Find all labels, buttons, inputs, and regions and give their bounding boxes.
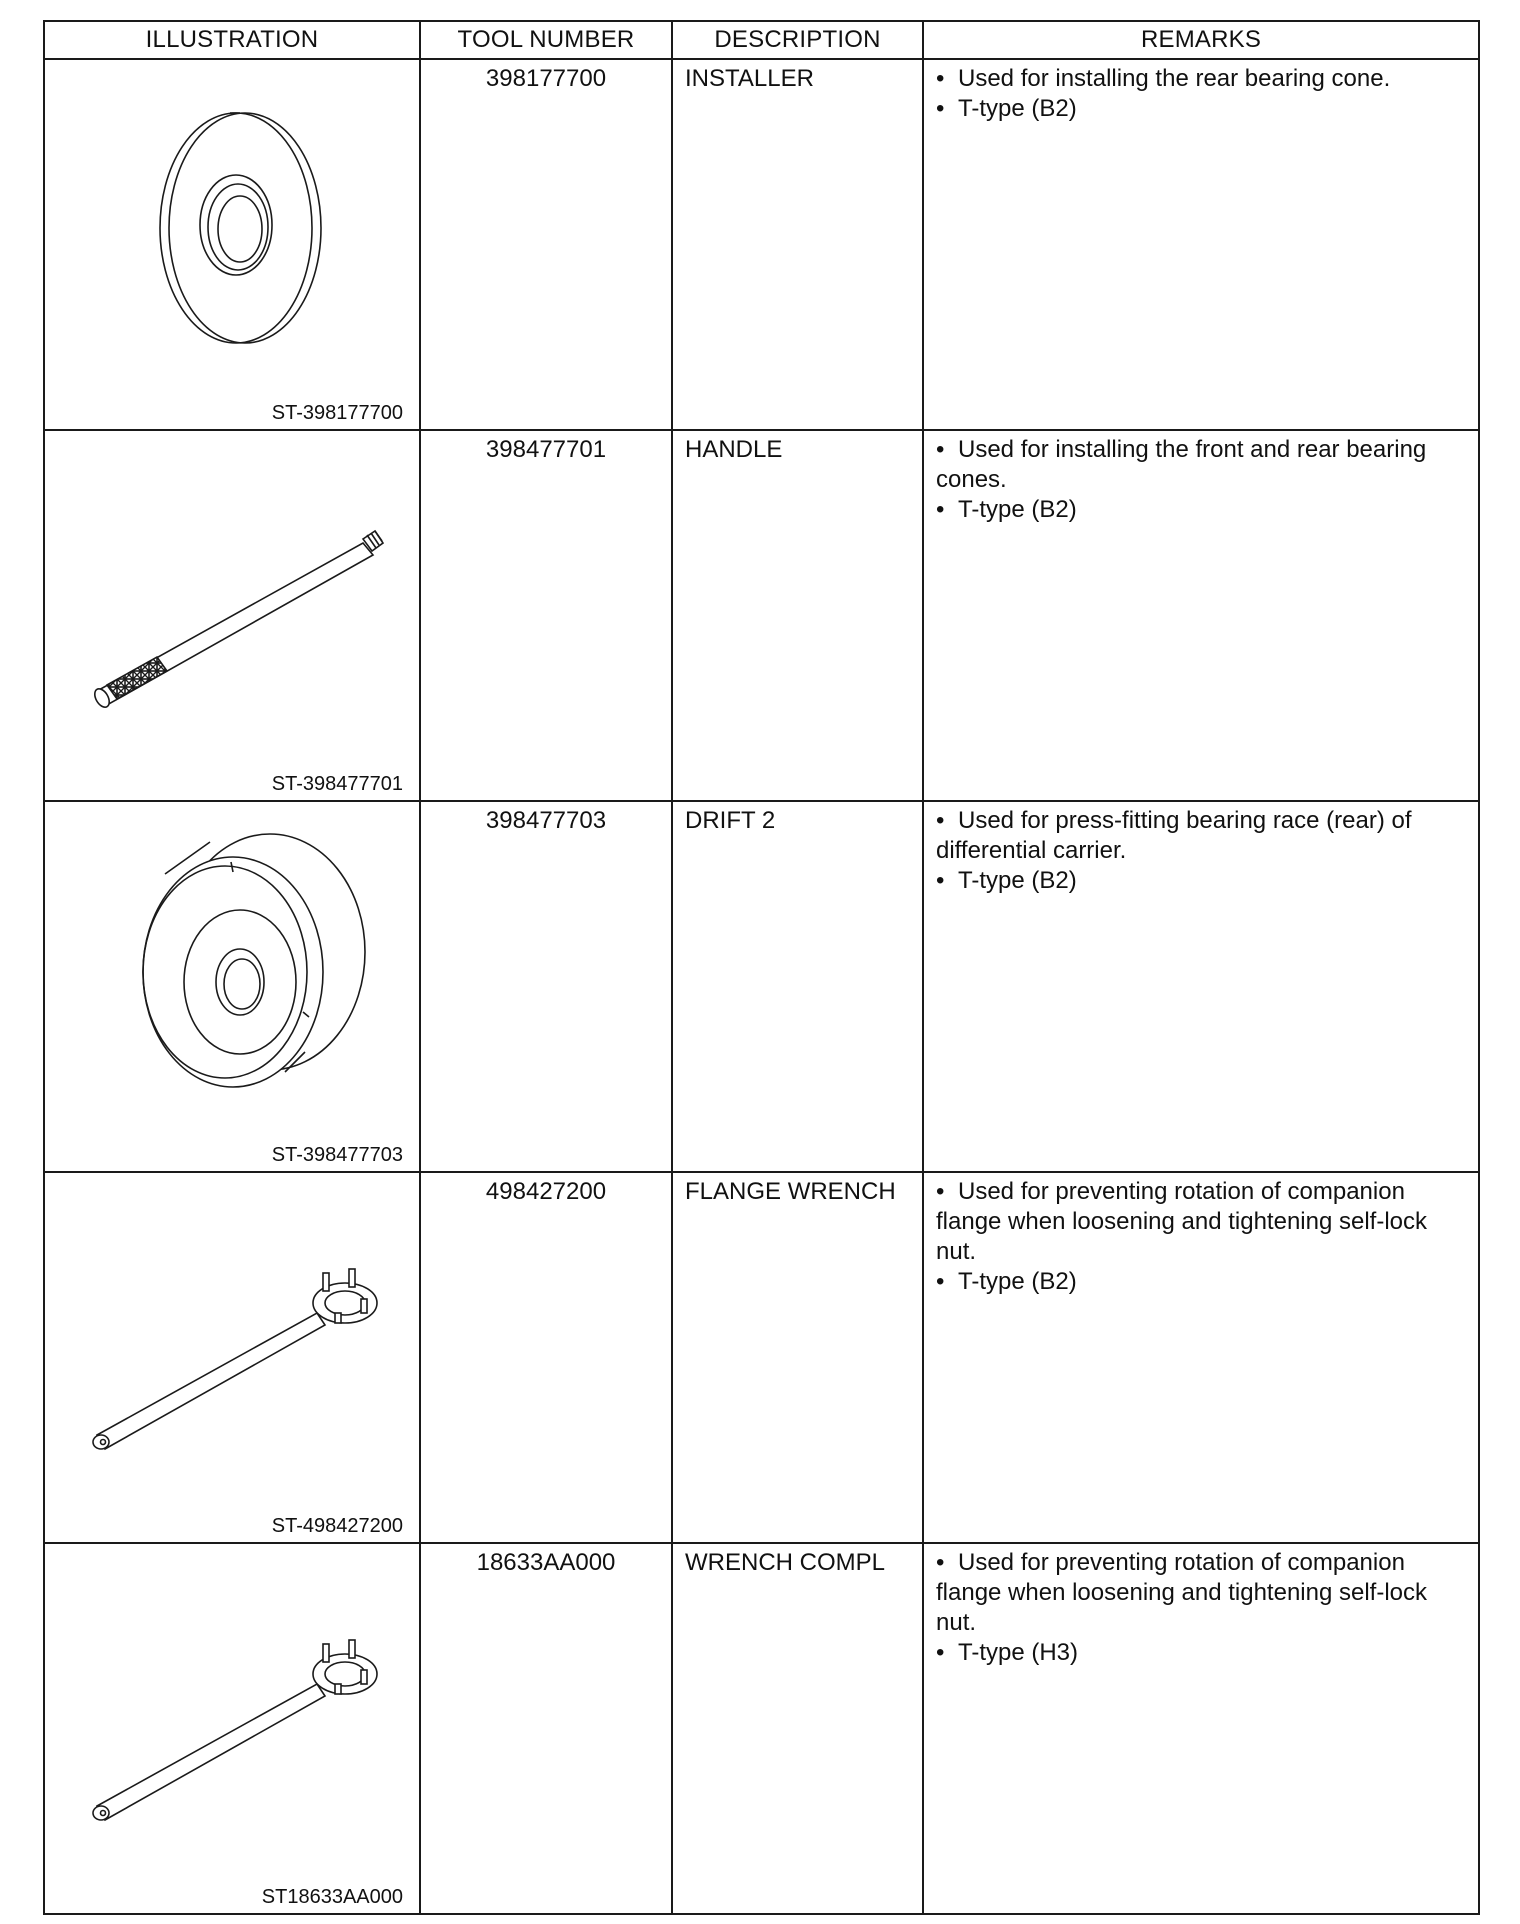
remarks-cell [923, 430, 1479, 801]
illustration-cell [44, 801, 420, 1172]
tool-number-cell: 18633AA000 [420, 1543, 672, 1914]
remarks-cell [923, 801, 1479, 1172]
remarks-cell [923, 1172, 1479, 1543]
flange-wrench-icon [45, 1173, 421, 1538]
remark-item: • T-type (B2) [936, 1268, 1077, 1295]
illustration-code: ST-398477701 [271, 773, 403, 795]
handle-rod-icon [45, 431, 421, 796]
tool-number-cell: 398477703 [420, 801, 672, 1172]
illustration-code: ST-498427200 [271, 1515, 403, 1537]
drift-cylinder-icon [45, 802, 421, 1167]
header-remarks: REMARKS [923, 21, 1479, 59]
table-row [44, 59, 1479, 430]
illustration-cell [44, 430, 420, 801]
illustration-cell [44, 1172, 420, 1543]
table-row [44, 1172, 1479, 1543]
description-cell: FLANGE WRENCH [672, 1172, 923, 1543]
illustration-code: ST-398177700 [271, 402, 403, 424]
header-tool-number: TOOL NUMBER [420, 21, 672, 59]
tool-number-cell: 498427200 [420, 1172, 672, 1543]
remark-item: • Used for installing the front and rear bearing cones. [936, 436, 1427, 493]
wrench-compl-icon [45, 1544, 421, 1909]
header-illustration: ILLUSTRATION [44, 21, 420, 59]
installer-disc-icon [45, 60, 421, 425]
table-row [44, 430, 1479, 801]
table-row [44, 801, 1479, 1172]
description-cell: DRIFT 2 [672, 801, 923, 1172]
remark-item: • T-type (B2) [936, 867, 1077, 894]
tool-number-cell: 398177700 [420, 59, 672, 430]
remark-item: • Used for preventing rotation of companion flange when loosening and tightening self-lock nut. [936, 1178, 1428, 1265]
remark-item: • T-type (B2) [936, 95, 1077, 122]
table-row [44, 1543, 1479, 1914]
remarks-cell [923, 59, 1479, 430]
description-cell: HANDLE [672, 430, 923, 801]
special-tools-table [43, 20, 1480, 1915]
description-cell: INSTALLER [672, 59, 923, 430]
illustration-code: ST18633AA000 [261, 1886, 403, 1908]
remark-item: • Used for installing the rear bearing cone. [936, 65, 1391, 92]
illustration-cell [44, 1543, 420, 1914]
remark-item: • T-type (B2) [936, 496, 1077, 523]
remark-item: • T-type (H3) [936, 1639, 1079, 1666]
remark-item: • Used for preventing rotation of companion flange when loosening and tightening self-lock nut. [936, 1549, 1428, 1636]
illustration-code: ST-398477703 [271, 1144, 403, 1166]
tool-number-cell: 398477701 [420, 430, 672, 801]
remarks-cell [923, 1543, 1479, 1914]
description-cell: WRENCH COMPL [672, 1543, 923, 1914]
illustration-cell [44, 59, 420, 430]
remark-item: • Used for press-fitting bearing race (rear) of differential carrier. [936, 807, 1412, 864]
header-description: DESCRIPTION [672, 21, 923, 59]
header-row [44, 21, 1479, 59]
